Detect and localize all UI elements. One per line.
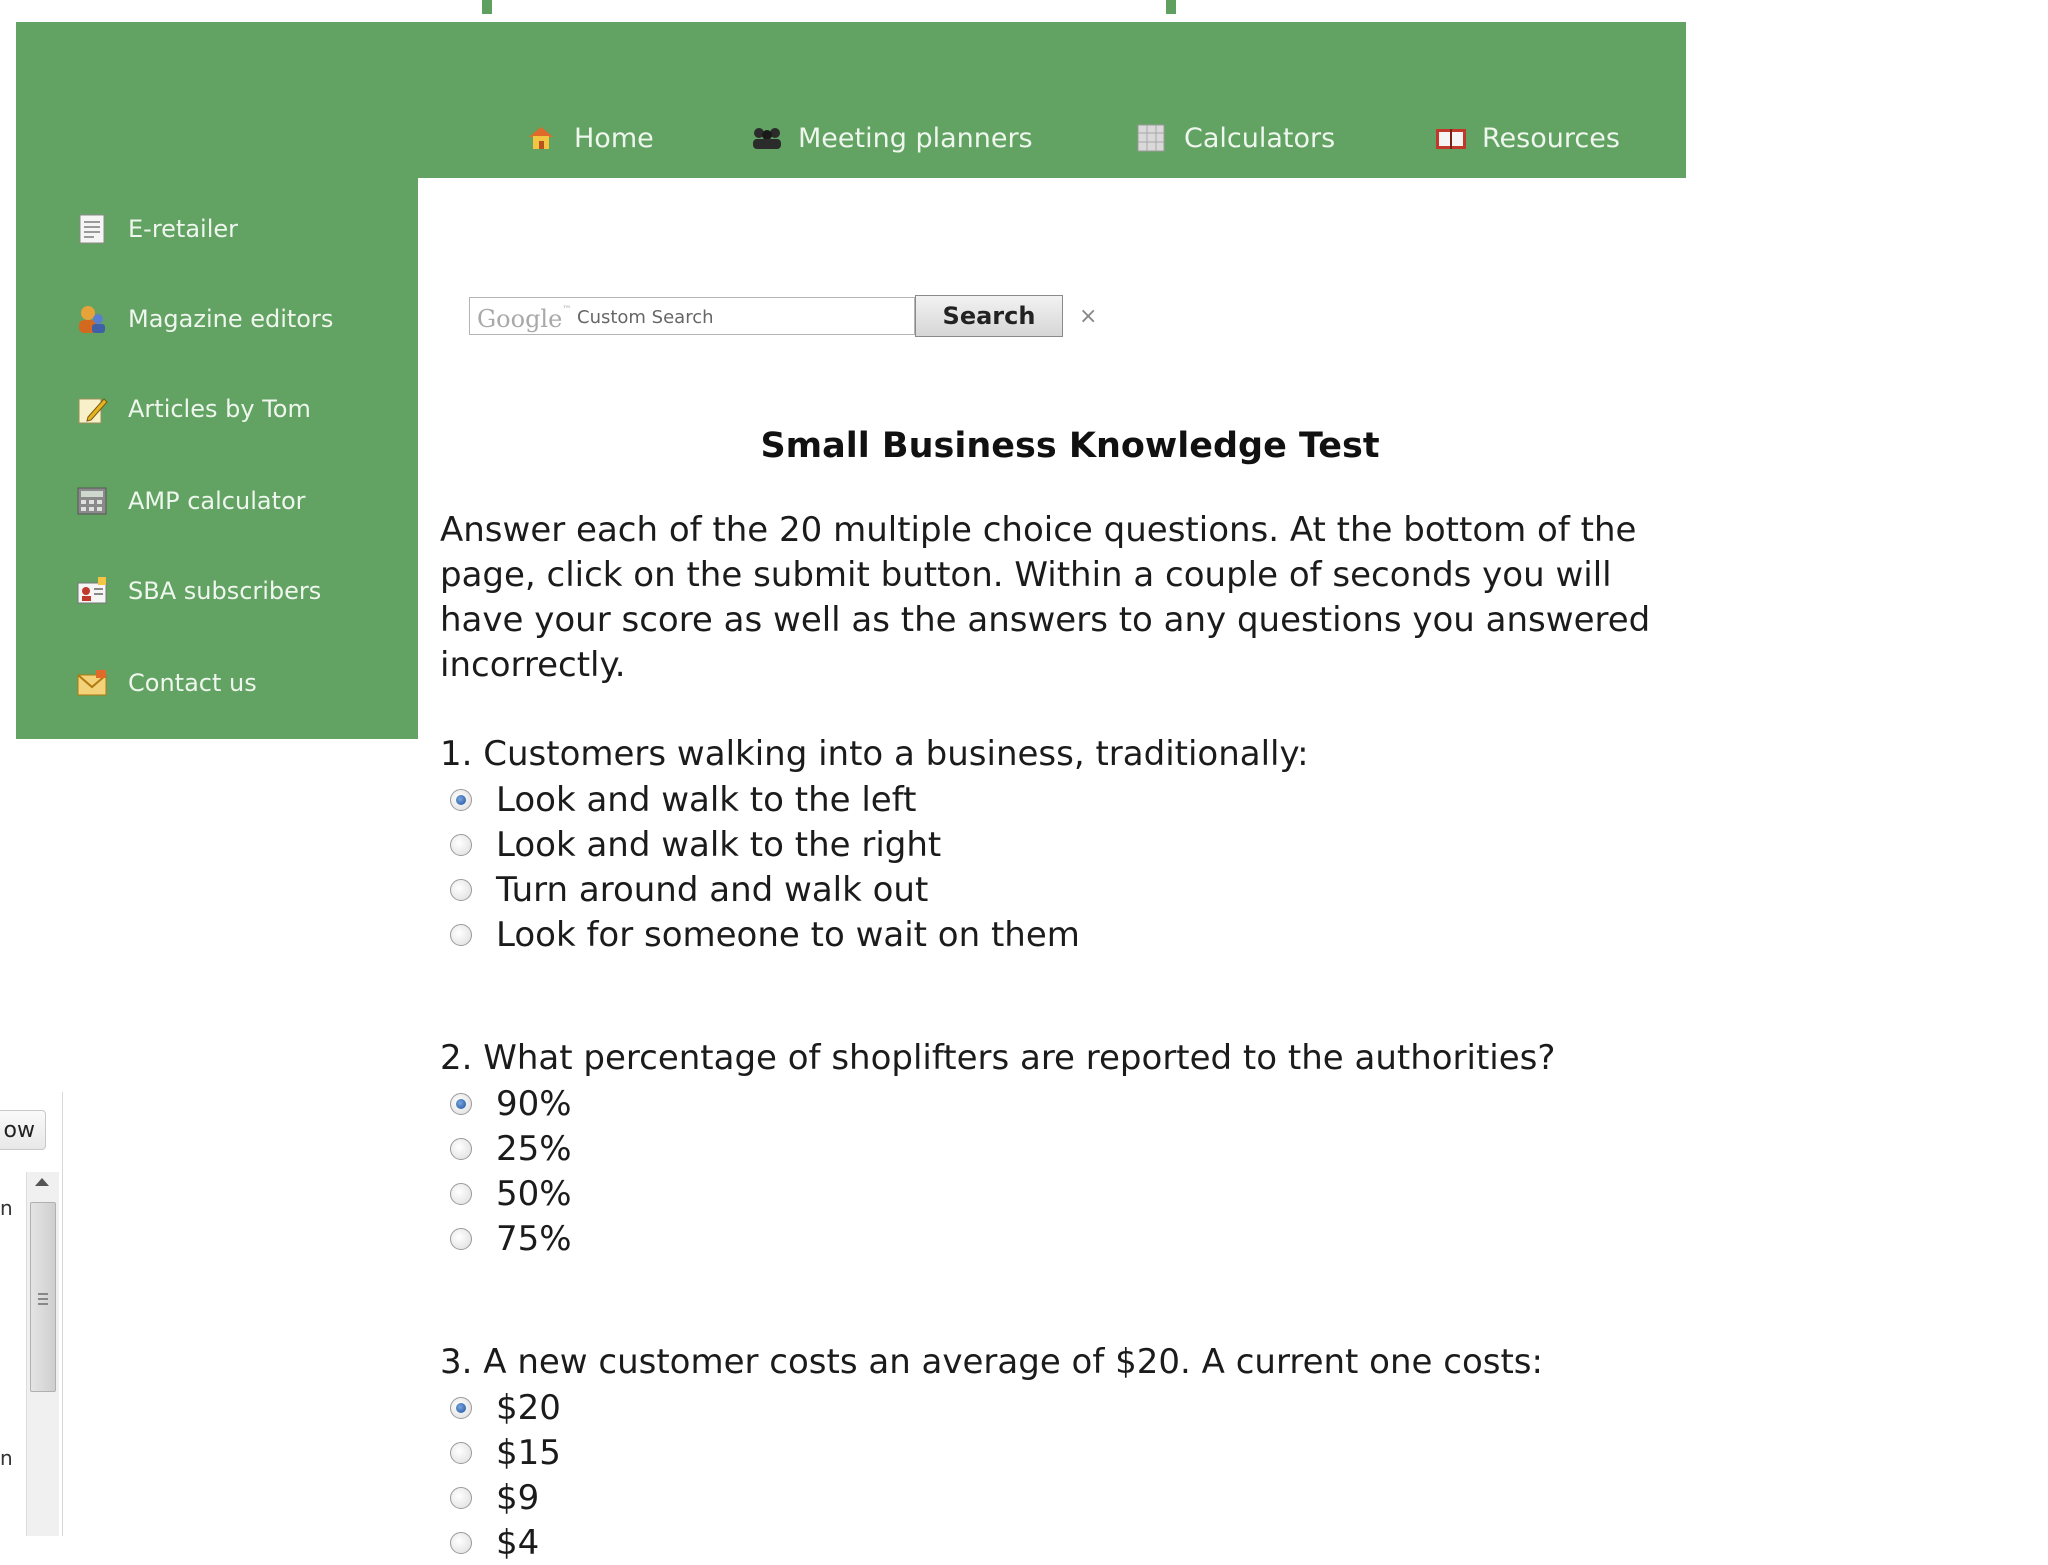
sidebar [16,178,418,739]
google-logo-text: Google [477,305,563,333]
radio-button[interactable] [450,1228,472,1250]
sidebar-item-sba-subscribers[interactable] [76,566,321,616]
radio-button[interactable] [450,834,472,856]
sidebar-item-label: Articles by Tom [128,395,311,423]
option-label: $20 [496,1387,561,1428]
answer-option[interactable] [440,1520,1700,1565]
radio-button[interactable] [450,1138,472,1160]
search-placeholder: Custom Search [577,307,714,328]
radio-button[interactable] [450,1532,472,1554]
nav-resources-label: Resources [1482,122,1620,154]
option-label: 25% [496,1128,572,1169]
widget-button[interactable] [0,1110,46,1150]
people-icon [750,123,780,153]
contact-card-icon [76,575,108,607]
nav-meeting-planners[interactable] [750,114,1033,162]
grip-icon [38,1293,48,1295]
scrollbar[interactable] [26,1172,59,1536]
answer-option[interactable] [440,867,1700,912]
sidebar-item-articles-by-tom[interactable] [76,384,311,434]
edge-text: n [0,1196,13,1220]
answer-option[interactable] [440,1216,1700,1261]
sidebar-item-label: SBA subscribers [128,577,322,605]
answer-option[interactable] [440,1430,1700,1475]
house-icon [526,123,556,153]
nav-calculators-label: Calculators [1184,122,1336,154]
notepad-pencil-icon [76,393,108,425]
radio-button[interactable] [450,1487,472,1509]
answer-option[interactable] [440,1081,1700,1126]
widget-button-label: ow [3,1117,35,1143]
envelope-icon [76,667,108,699]
option-label: Look and walk to the right [496,824,942,865]
scroll-thumb[interactable] [30,1202,56,1392]
user-group-icon [76,303,108,335]
top-border-tick-left [482,0,492,14]
radio-button[interactable] [450,1397,472,1419]
answer-option[interactable] [440,777,1700,822]
sidebar-item-label: E-retailer [128,215,239,243]
option-label: Look and walk to the left [496,779,917,820]
question-2 [440,1036,1700,1261]
radio-button[interactable] [450,1093,472,1115]
custom-search-bar [469,295,1097,337]
question-text: 3. A new customer costs an average of $20. A current one costs: [440,1342,1543,1382]
option-label: 75% [496,1218,572,1259]
answer-option[interactable] [440,1126,1700,1171]
sidebar-item-label: AMP calculator [128,487,306,515]
google-logo [477,305,571,333]
main-nav [16,22,1686,178]
book-icon [1434,123,1464,153]
radio-button[interactable] [450,924,472,946]
google-tm: ™ [562,305,572,315]
side-panel-widget [0,1092,63,1536]
clear-search-icon[interactable]: × [1079,303,1098,329]
sidebar-item-contact-us[interactable] [76,658,257,708]
calculator-icon [76,485,108,517]
top-border-tick-right [1166,0,1176,14]
edge-text: n [0,1446,13,1470]
scroll-up-arrow-icon[interactable] [35,1178,49,1186]
sidebar-item-amp-calculator[interactable] [76,476,306,526]
answer-option[interactable] [440,1475,1700,1520]
nav-meeting-planners-label: Meeting planners [798,122,1033,154]
search-button[interactable]: Search [915,295,1063,337]
radio-button[interactable] [450,879,472,901]
radio-button[interactable] [450,1442,472,1464]
sidebar-item-magazine-editors[interactable] [76,294,333,344]
option-label: 50% [496,1173,572,1214]
radio-button[interactable] [450,789,472,811]
header-bar [16,22,1686,178]
question-text: 2. What percentage of shoplifters are reported to the authorities? [440,1038,1556,1078]
page-title: Small Business Knowledge Test [760,426,1380,466]
option-label: $4 [496,1522,540,1563]
answer-option[interactable] [440,1385,1700,1430]
option-label: Look for someone to wait on them [496,914,1080,955]
calculator-grid-icon [1136,123,1166,153]
question-3 [440,1340,1700,1565]
answer-option[interactable] [440,1171,1700,1216]
option-label: 90% [496,1083,572,1124]
document-icon [76,213,108,245]
nav-home[interactable] [526,114,654,162]
option-label: $9 [496,1477,540,1518]
answer-option[interactable] [440,912,1700,957]
sidebar-item-label: Magazine editors [128,305,334,333]
nav-resources[interactable] [1434,114,1620,162]
option-label: $15 [496,1432,561,1473]
nav-home-label: Home [574,122,654,154]
answer-option[interactable] [440,822,1700,867]
intro-text: Answer each of the 20 multiple choice questions. At the bottom of the page, click on the submit button. Within a couple of seconds you will have your score as well as the answers to any questions you answered incorrectly. [440,510,1651,685]
nav-calculators[interactable] [1136,114,1335,162]
radio-button[interactable] [450,1183,472,1205]
option-label: Turn around and walk out [496,869,929,910]
sidebar-item-e-retailer[interactable] [76,204,238,254]
question-text: 1. Customers walking into a business, traditionally: [440,734,1309,774]
question-1 [440,732,1700,957]
sidebar-item-label: Contact us [128,669,257,697]
